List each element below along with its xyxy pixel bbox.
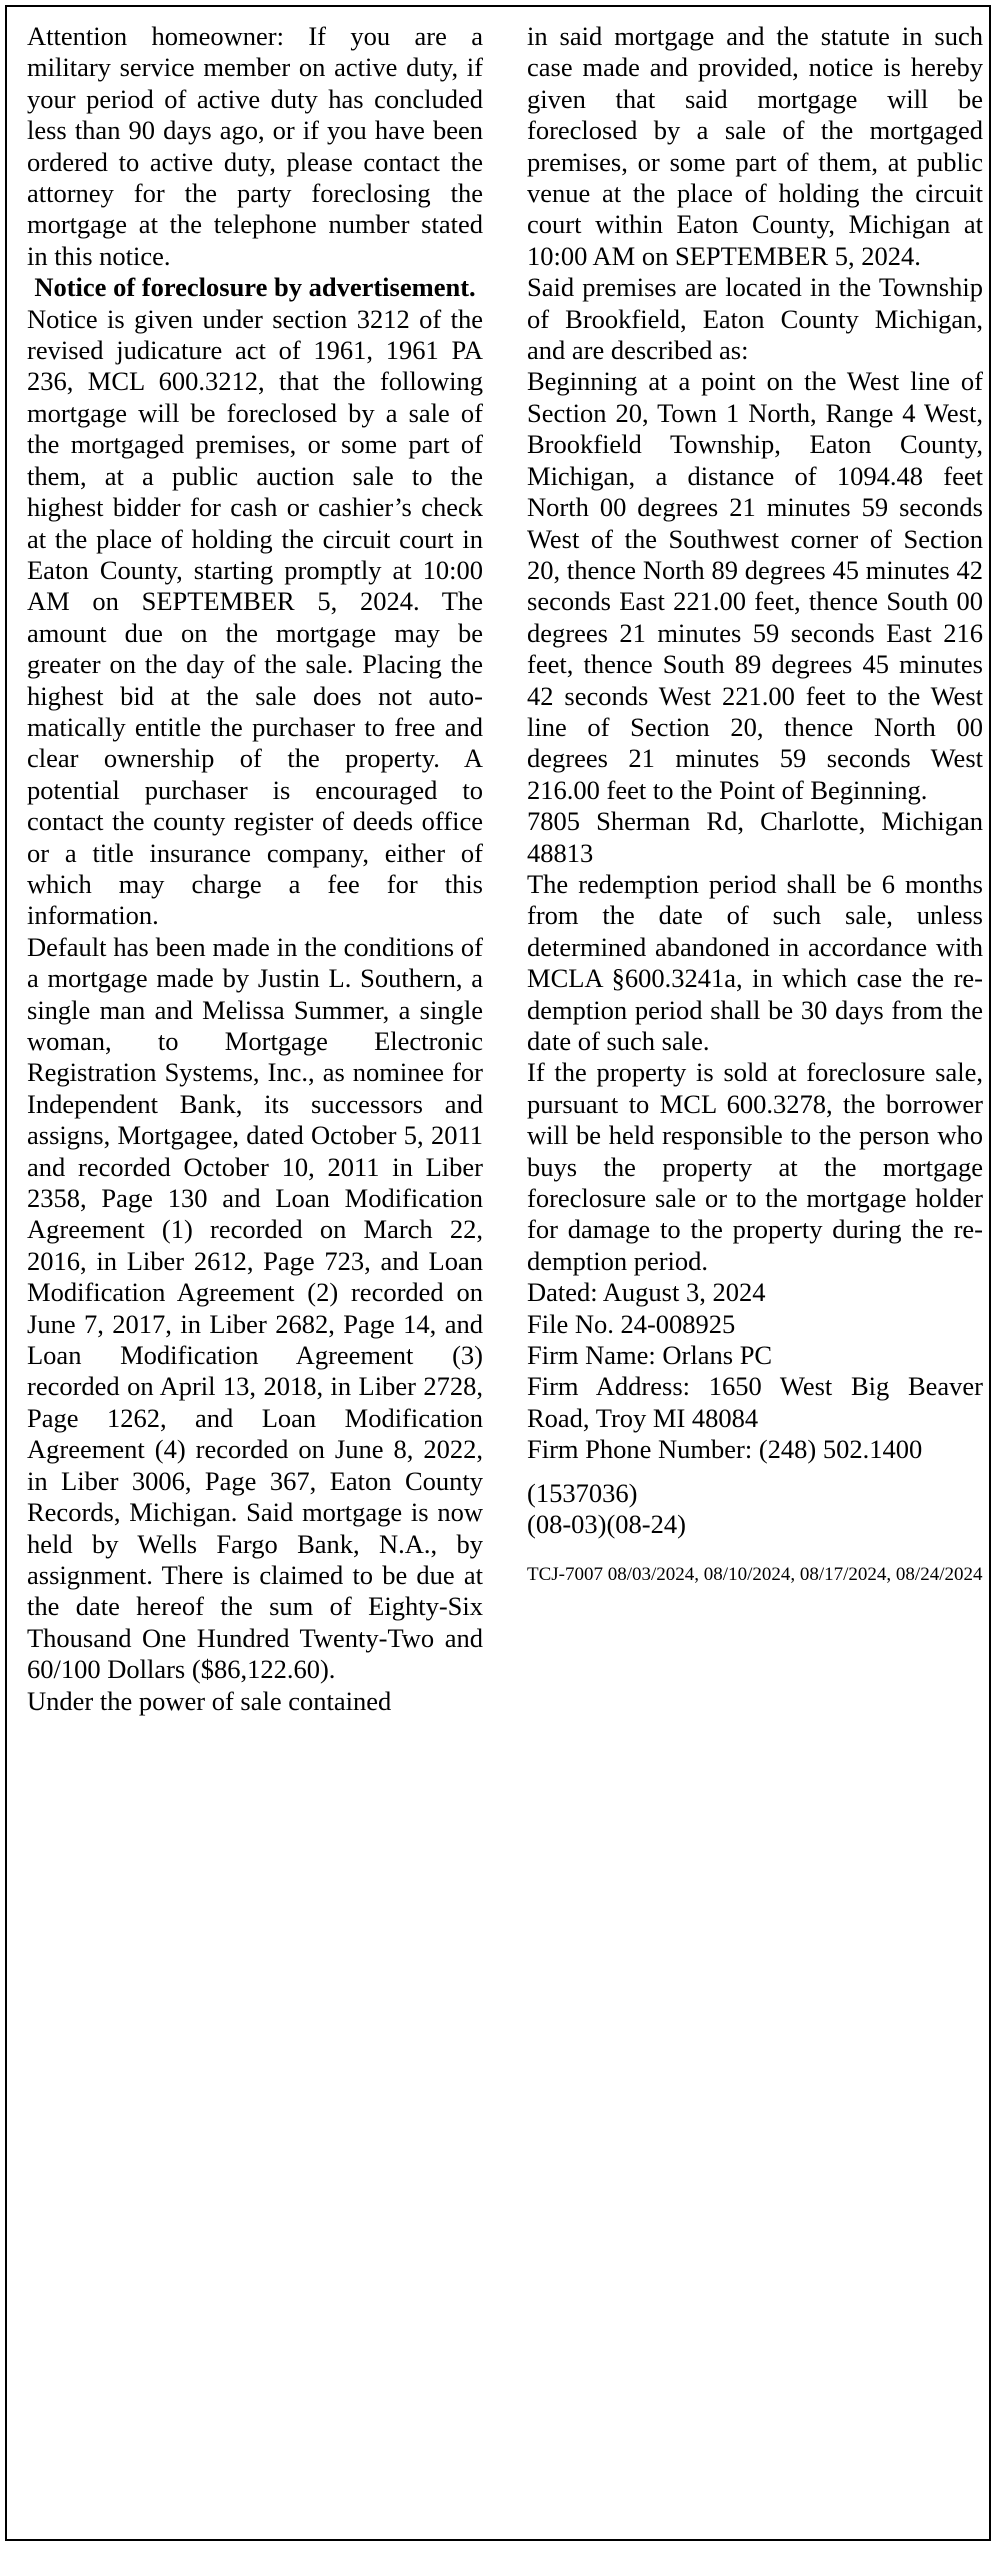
liability-paragraph: If the property is sold at foreclosure sale, pursuant to MCL 600.3278, the borrower will be held responsible to the person who buys the property at the mortgage foreclosure sale or to the mortgage holder for damage to the property during the redemption period. [527, 1057, 983, 1276]
right-column [527, 21, 983, 1587]
left-column [27, 21, 483, 1717]
firm-name: Firm Name: Orlans PC [527, 1340, 773, 1371]
notice-paragraph: Notice is given under section 3212 of the revised judicature act of 1961, 1961 PA 236, MCL 600.3212, that the following mortgage will be foreclosed by a sale of the mortgaged premises, or some part of them, at a public auction sale to the highest bidder for cash or cashier’s check at the place of holding the circuit court in Eaton County, starting promptly at 10:00 AM on SEPTEMBER 5, 2024. The amount due on the mortgage may be greater on the day of the sale. Placing the highest bid at the sale does not automatically entitle the purchaser to free and clear ownership of the property. A potential purchaser is encouraged to contact the county register of deeds office or a title insurance company, either of which may charge a fee for this information. [27, 303, 483, 931]
redemption-paragraph: The redemption period shall be 6 months from the date of such sale, unless determined abandoned in accordance with MCLA §600.3241a, in which case the redemption period shall be 30 days from the date of such sale. [527, 868, 983, 1056]
power-of-sale-start: Under the power of sale contained [27, 1685, 392, 1716]
legal-notice-frame [5, 5, 991, 2541]
firm-address: Firm Address: 1650 West Big Beaver Road, Troy MI 48084 [527, 1371, 983, 1433]
ad-number: (1537036) [527, 1477, 638, 1508]
property-address: 7805 Sherman Rd, Charlotte, Michigan 48813 [527, 806, 983, 868]
power-of-sale-paragraph: in said mortgage and the statute in such case made and provided, notice is hereby given that said mortgage will be foreclosed by a sale of the mortgaged premises, or some part of them, at public venue at the place of holding the circuit court within Eaton County, Michigan at 10:00 AM on SEPTEMBER 5, 2024. [527, 21, 983, 271]
legal-description-paragraph: Beginning at a point on the West line of Section 20, Town 1 North, Range 4 West, Brookfield Township, Eaton County, Michigan, a distance of 1094.48 feet North 00 degrees 21 minutes 59 seconds West of the Southwest corner of Section 20, thence North 89 degrees 45 minutes 42 seconds East 221.00 feet, thence South 00 degrees 21 minutes 59 seconds East 216 feet, thence South 89 degrees 45 minutes 42 seconds West 221.00 feet to the West line of Section 20, thence North 00 degrees 21 minutes 59 seconds West 216.00 feet to the Point of Beginning. [527, 366, 983, 805]
dated-line: Dated: August 3, 2024 [527, 1277, 766, 1308]
firm-phone: Firm Phone Number: (248) 502.1400 [527, 1434, 923, 1465]
default-paragraph: Default has been made in the conditions of a mortgage made by Justin L. Southern, a single man and Melissa Summer, a single woman, to Mortgage Electronic Registration Systems, Inc., as nominee for Independent Bank, its successors and assigns, Mortgagee, dated October 5, 2011 and recorded October 10, 2011 in Liber 2358, Page 130 and Loan Modification Agreement (1) recorded on March 22, 2016, in Liber 2612, Page 723, and Loan Modification Agreement (2) recorded on June 7, 2017, in Liber 2682, Page 14, and Loan Modification Agreement (3) recorded on April 13, 2018, in Liber 2728, Page 1262, and Loan Modification Agreement (4) recorded on June 8, 2022, in Liber 3006, Page 367, Eaton County Records, Michigan. Said mortgage is now held by Wells Fargo Bank, N.A., by assignment. There is claimed to be due at the date hereof the sum of Eighty-Six Thousand One Hundred Twenty-Two and 60/100 Dollars ($86,122.60). [27, 931, 483, 1685]
premises-paragraph: Said premises are located in the Township of Brookfield, Eaton County Michigan, and are described as: [527, 272, 983, 366]
notice-heading: Notice of foreclosure by advertisement. [34, 272, 476, 303]
run-dates: (08-03)(08-24) [527, 1509, 686, 1540]
publication-line: TCJ-7007 08/03/2024, 08/10/2024, 08/17/2024, 08/24/2024 [527, 1563, 983, 1585]
file-number: File No. 24-008925 [527, 1308, 736, 1339]
attention-paragraph: Attention homeowner: If you are a military service member on active duty, if your period of active duty has concluded less than 90 days ago, or if you have been ordered to active duty, please contact the attorney for the party foreclosing the mortgage at the telephone number stated in this notice. [27, 21, 483, 271]
